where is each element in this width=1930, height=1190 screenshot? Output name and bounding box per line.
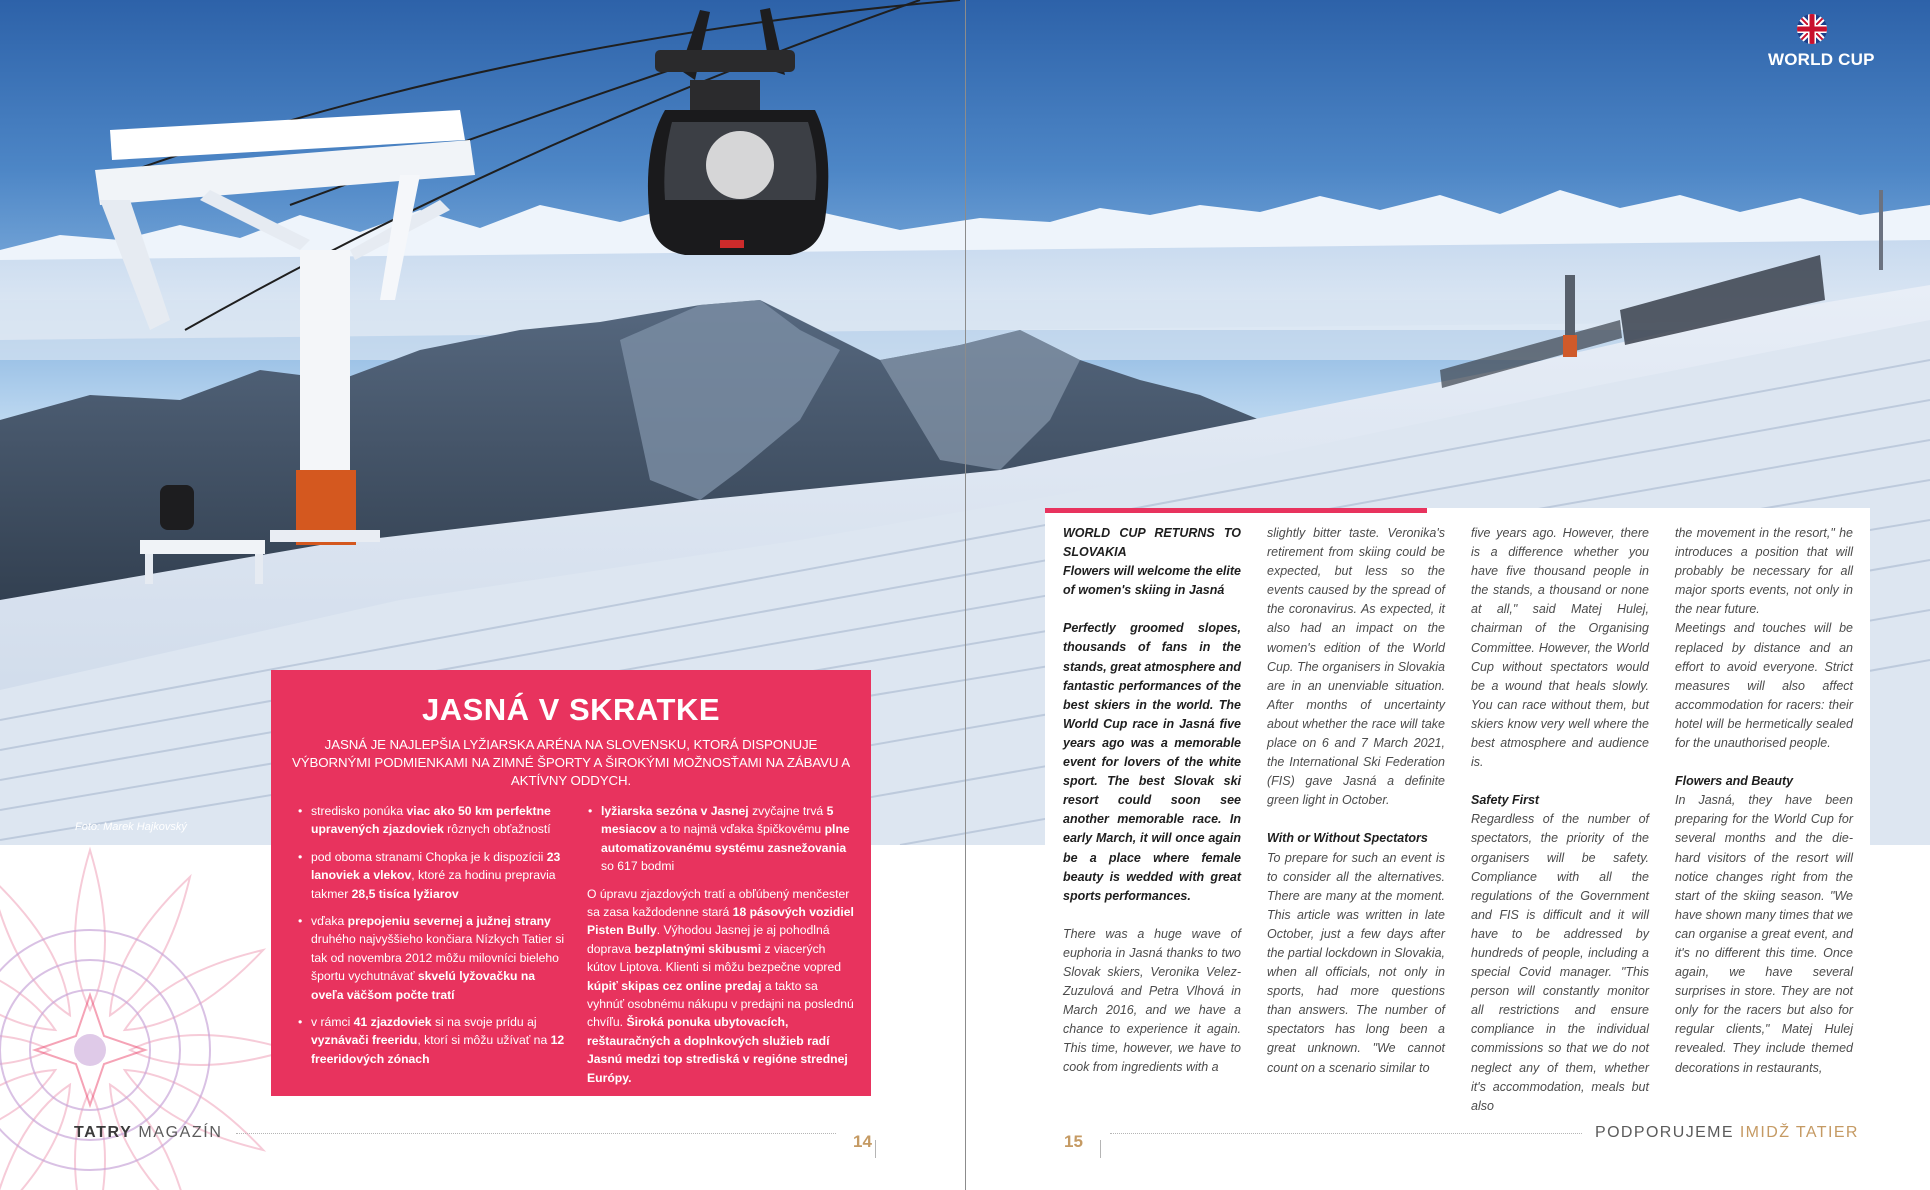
uk-flag-icon — [1797, 14, 1827, 44]
box-list-item: • vďaka prepojeniu severnej a južnej strany druhého najvyššieho končiara Nízkych Tatier si tak od novembra 2012 môžu milovníci bieleho športu vychutnávať skvelú lyžovačku na oveľa väčšom počte tratí — [311, 912, 567, 1004]
article-paragraph: slightly bitter taste. Veronika's retirement from skiing could be expected, but less so the events caused by the spread of the coronavirus. As expected, it also had an impact on the women's edition of the World Cup. The organisers in Slovakia are in an unenviable situation. After months of uncertainty about whether the race will take place on 6 and 7 March 2021, the International Ski Federation (FIS) gave Jasná a definite green light in October. — [1267, 526, 1445, 808]
article-subheading: With or Without Spectators — [1267, 831, 1428, 846]
footer-dotted-rule — [236, 1133, 836, 1134]
box-list-item: • v rámci 41 zjazdoviek si na svoje prídu aj vyznávači freeridu, ktorí si môžu užívať na 12 freeridových zónach — [311, 1013, 567, 1068]
article-lead: Perfectly groomed slopes, thousands of fans in the stands, great atmosphere and fantastic performances of the best skiers in the world. The World Cup race in Jasná five years ago was a memorable event for lovers of the white sport. The best Slovak ski resort could soon see another memorable race. In early March, it will once again be a place where female beauty is wedded with great sports performances. — [1063, 621, 1241, 903]
footer-divider — [1100, 1140, 1101, 1158]
article-paragraph: five years ago. However, there is a difference whether you have five thousand people in the stands, a thousand or none at all," said Matej Hulej, chairman of the Organising Committee. However, the World Cup without spectators would be a wound that heals slowly. You can race without them, but skiers know very well where the best atmosphere and audience is. — [1471, 526, 1649, 770]
box-left-column — [297, 802, 567, 1096]
article-column-2 — [1267, 524, 1445, 1078]
article-paragraph: Meetings and touches will be replaced by distance and an effort to avoid everyone. Strict measures will also affect accommodation for racers: their hotel will be hermetically sealed for the unauthorised people. — [1675, 621, 1853, 751]
box-list-item: • stredisko ponúka viac ako 50 km perfektne upravených zjazdoviek rôznych obťažností — [311, 802, 567, 839]
footer-slogan: PODPORUJEME IMIDŽ TATIER — [1595, 1124, 1859, 1141]
article-paragraph: Regardless of the number of spectators, the priority of the organisers will be safety. Compliance with all the regulations of the Government and FIS is difficult and it will have to be addressed by hundreds of people, including a special Covid manager. "This person will constantly monitor all restrictions and ensure compliance in the individual commissions so that we do not neglect any of them, whether it's accommodation, meals but also — [1471, 812, 1649, 1113]
article-subheading: Flowers and Beauty — [1675, 774, 1794, 789]
article-panel — [1045, 508, 1870, 1113]
box-list-item: • pod oboma stranami Chopka je k dispozícii 23 lanoviek a vlekov, ktoré za hodinu prepravia takmer 28,5 tisíca lyžiarov — [311, 848, 567, 903]
footer-divider — [875, 1140, 876, 1158]
box-right-column — [587, 802, 857, 1096]
photo-credit: Foto: Marek Hajkovský — [75, 821, 187, 833]
section-label: WORLD CUP — [1768, 50, 1875, 69]
page-number-right: 15 — [1064, 1132, 1083, 1151]
article-subheading: Safety First — [1471, 793, 1540, 808]
article-column-1 — [1063, 524, 1241, 1078]
jasna-info-box — [271, 670, 871, 1096]
article-paragraph: In Jasná, they have been preparing for the World Cup for several months and the die-hard visitors of the resort will notice changes right from the start of the skiing season. "We have shown many times that we can organise a great event, and it's no different this time. Once again, we have several surprises in store. They are not only for the racers but also for regular clients," Matej Hulej revealed. They include themed decorations in restaurants, — [1675, 793, 1853, 1075]
box-list-item: • lyžiarska sezóna v Jasnej zvyčajne trvá 5 mesiacov a to najmä vďaka špičkovému plne automatizovanému systému zasnežovania so 617 bodmi — [601, 802, 857, 876]
article-column-3 — [1471, 524, 1649, 1116]
article-paragraph: There was a huge wave of euphoria in Jasná thanks to two Slovak skiers, Veronika Velez-Zuzulová and Petra Vlhová in March 2016, and we have a chance to experience it again. This time, however, we have to cook from ingredients with a — [1063, 926, 1241, 1075]
footer-dotted-rule — [1110, 1133, 1582, 1134]
article-accent-bar — [1045, 508, 1427, 513]
article-subhead: Flowers will welcome the elite of women's skiing in Jasná — [1063, 564, 1241, 598]
box-title: JASNÁ V SKRATKE — [421, 692, 721, 727]
article-headline: WORLD CUP RETURNS TO SLOVAKIA — [1063, 526, 1241, 560]
page-spine — [965, 0, 966, 1190]
article-column-4 — [1675, 524, 1853, 1078]
box-intro: JASNÁ JE NAJLEPŠIA LYŽIARSKA ARÉNA NA SLOVENSKU, KTORÁ DISPONUJE VÝBORNÝMI PODMIENKAMI NA ZIMNÉ ŠPORTY A ŠIROKÝMI MOŽNOSŤAMI NA ZÁBAVU A AKTÍVNY ODDYCH. — [291, 737, 851, 788]
article-paragraph: the movement in the resort," he introduces a position that will probably be necessary for all major sports events, not only in the near future. — [1675, 526, 1853, 617]
article-paragraph: To prepare for such an event is to consider all the alternatives. There are many at the moment. This article was written in late October, just a few days after the partial lockdown in Slovakia, when all officials, not only in sports, had more questions than answers. The number of spectators has long been a great unknown. "We cannot count on a scenario similar to — [1267, 850, 1445, 1075]
page-number-left: 14 — [853, 1132, 872, 1151]
magazine-brand: TATRY MAGAZÍN — [74, 1124, 223, 1141]
box-paragraph: O úpravu zjazdových tratí a obľúbený menčester sa zasa každodenne stará 18 pásových vozidiel Pisten Bully. Výhodou Jasnej je aj pohodlná doprava bezplatnými skibusmi z viacerých kútov Liptova. Klienti si môžu bezpečne vopred kúpiť skipas cez online predaj a takto sa vyhnúť osobnému nákupu v predajni na poslednú chvíľu. Široká ponuka ubytovacích, reštauračných a doplnkových služieb radí Jasnú medzi top strediská v regióne strednej Európy. — [587, 886, 854, 1085]
